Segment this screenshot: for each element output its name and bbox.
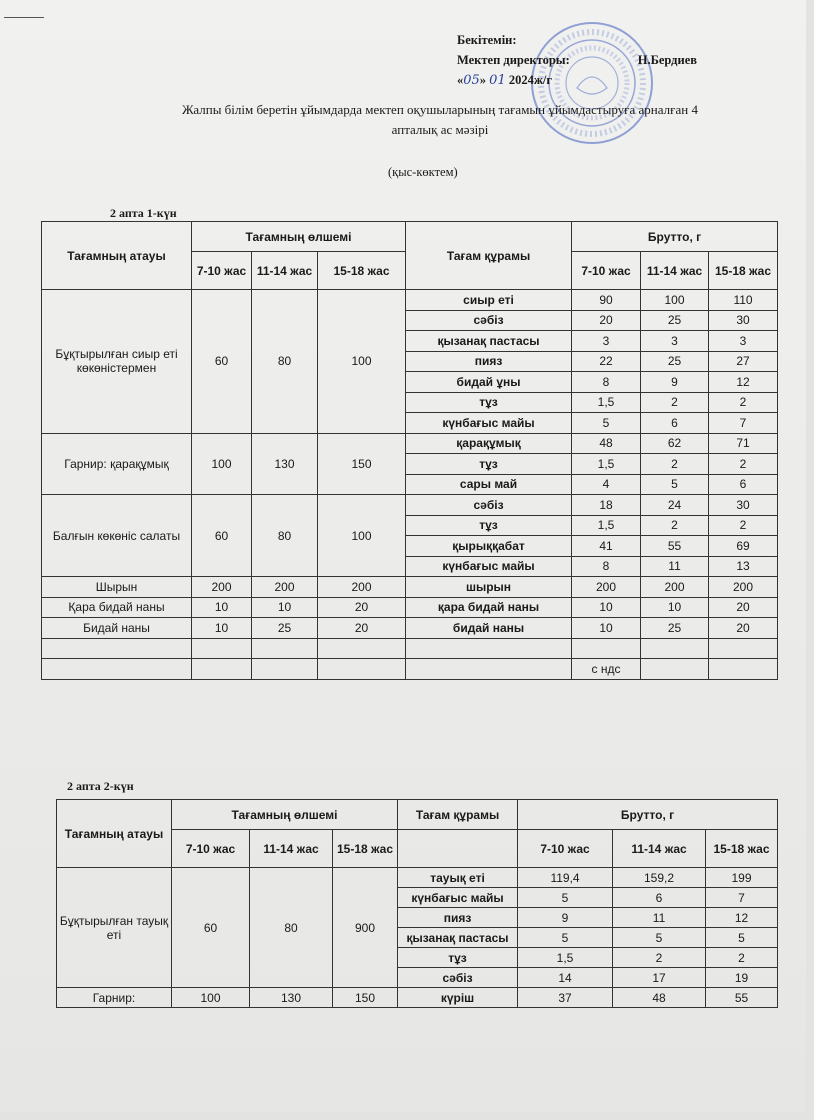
empty-cell <box>318 659 406 680</box>
portion-value: 200 <box>318 577 406 598</box>
portion-value: 200 <box>192 577 252 598</box>
ingredient-name: тұз <box>406 454 572 475</box>
ingredient-name: сәбіз <box>406 310 572 331</box>
date-day: 05 <box>463 73 480 88</box>
gross-value: 25 <box>641 618 709 639</box>
gross-value: 6 <box>613 888 706 908</box>
gross-value: 11 <box>613 908 706 928</box>
portion-value: 20 <box>318 597 406 618</box>
gross-value: 6 <box>641 413 709 434</box>
gross-value: 2 <box>709 515 778 536</box>
day2-menu-table <box>56 799 778 1008</box>
ingredient-name: пияз <box>398 908 518 928</box>
empty-cell <box>406 638 572 659</box>
table-row <box>57 868 778 888</box>
portion-value: 200 <box>252 577 318 598</box>
gross-value: 2 <box>613 948 706 968</box>
gross-value: 55 <box>641 536 709 557</box>
gross-value: 200 <box>572 577 641 598</box>
gross-value: 9 <box>518 908 613 928</box>
gross-value: 11 <box>641 556 709 577</box>
portion-value: 60 <box>172 868 250 988</box>
approval-date: «05» 01 2024ж/г <box>457 73 553 88</box>
gross-value: 2 <box>706 948 778 968</box>
ingredient-name: сиыр еті <box>406 290 572 311</box>
portion-value: 150 <box>333 988 398 1008</box>
gross-value: 2 <box>641 392 709 413</box>
gross-value: 24 <box>641 495 709 516</box>
portion-value: 60 <box>192 495 252 577</box>
gross-value: 37 <box>518 988 613 1008</box>
dish-name: Бұқтырылған тауық еті <box>57 868 172 988</box>
empty-cell <box>572 638 641 659</box>
header-gross-age: 7-10 жас <box>518 830 613 868</box>
empty-cell <box>641 638 709 659</box>
header-portion-age: 15-18 жас <box>333 830 398 868</box>
header-dish-name: Тағамның атауы <box>57 800 172 868</box>
header-gross-age: 11-14 жас <box>641 252 709 290</box>
gross-value: 30 <box>709 495 778 516</box>
header-gross-age: 11-14 жас <box>613 830 706 868</box>
table-row <box>42 433 778 454</box>
portion-value: 25 <box>252 618 318 639</box>
gross-value: 90 <box>572 290 641 311</box>
gross-value: 25 <box>641 310 709 331</box>
approval-block <box>457 30 697 91</box>
portion-value: 80 <box>252 495 318 577</box>
gross-value: 48 <box>613 988 706 1008</box>
header-empty <box>398 830 518 868</box>
gross-value: 1,5 <box>518 948 613 968</box>
top-edge-line <box>4 17 44 18</box>
ingredient-name: қызанақ пастасы <box>406 331 572 352</box>
empty-cell <box>406 659 572 680</box>
ingredient-name: бидай ұны <box>406 372 572 393</box>
day1-menu-table <box>41 221 778 680</box>
dish-name: Бұқтырылған сиыр еті көкөністермен <box>42 290 192 434</box>
ingredient-name: күнбағыс майы <box>406 556 572 577</box>
empty-cell <box>709 659 778 680</box>
gross-value: 10 <box>641 597 709 618</box>
day2-label: 2 апта 2-күн <box>67 779 134 793</box>
gross-value: 55 <box>706 988 778 1008</box>
gross-value: 9 <box>641 372 709 393</box>
ingredient-name: күнбағыс майы <box>406 413 572 434</box>
table-row <box>42 290 778 311</box>
empty-row <box>42 659 778 680</box>
gross-value: 6 <box>709 474 778 495</box>
director-name: Н.Бердиев <box>637 53 698 67</box>
ingredient-name: тұз <box>406 515 572 536</box>
dish-name: Шырын <box>42 577 192 598</box>
gross-value: 199 <box>706 868 778 888</box>
dish-name: Балғын көкөніс салаты <box>42 495 192 577</box>
gross-value: 5 <box>572 413 641 434</box>
gross-value: 5 <box>706 928 778 948</box>
gross-value: 3 <box>709 331 778 352</box>
portion-value: 10 <box>192 597 252 618</box>
gross-value: 30 <box>709 310 778 331</box>
ingredient-name: қара бидай наны <box>406 597 572 618</box>
portion-value: 80 <box>250 868 333 988</box>
header-portion-age: 15-18 жас <box>318 252 406 290</box>
dish-name: Гарнир: <box>57 988 172 1008</box>
header-composition: Тағам құрамы <box>398 800 518 830</box>
gross-value: 1,5 <box>572 454 641 475</box>
gross-value: 62 <box>641 433 709 454</box>
gross-value: 200 <box>641 577 709 598</box>
gross-value: 14 <box>518 968 613 988</box>
dish-name: Қара бидай наны <box>42 597 192 618</box>
approved-label: Бекітемін: <box>457 33 517 47</box>
portion-value: 10 <box>252 597 318 618</box>
table-row <box>57 988 778 1008</box>
header-gross-age: 7-10 жас <box>572 252 641 290</box>
portion-value: 100 <box>192 433 252 495</box>
ingredient-name: қырыққабат <box>406 536 572 557</box>
gross-value: 4 <box>572 474 641 495</box>
table-row <box>42 577 778 598</box>
header-gross: Брутто, г <box>518 800 778 830</box>
heading-line-2: апталық ас мәзірі <box>391 122 489 137</box>
gross-value: 5 <box>518 888 613 908</box>
table-row <box>42 597 778 618</box>
header-row <box>42 222 778 252</box>
header-portion-age: 11-14 жас <box>250 830 333 868</box>
empty-cell <box>252 659 318 680</box>
portion-value: 100 <box>172 988 250 1008</box>
document-heading <box>100 100 780 140</box>
date-year: 2024ж/г <box>508 73 553 87</box>
portion-value: 60 <box>192 290 252 434</box>
ingredient-name: пияз <box>406 351 572 372</box>
gross-value: 110 <box>709 290 778 311</box>
table-row <box>42 495 778 516</box>
dish-name: Бидай наны <box>42 618 192 639</box>
gross-value: 5 <box>518 928 613 948</box>
portion-value: 130 <box>252 433 318 495</box>
gross-value: 18 <box>572 495 641 516</box>
director-label: Мектеп директоры: <box>457 53 570 67</box>
ingredient-name: сәбіз <box>406 495 572 516</box>
gross-value: 41 <box>572 536 641 557</box>
ingredient-name: қызанақ пастасы <box>398 928 518 948</box>
ingredient-name: қарақұмық <box>406 433 572 454</box>
dish-name: Гарнир: қарақұмық <box>42 433 192 495</box>
gross-value: 200 <box>709 577 778 598</box>
gross-value: 17 <box>613 968 706 988</box>
gross-value: 8 <box>572 372 641 393</box>
gross-value: 19 <box>706 968 778 988</box>
portion-value: 100 <box>318 495 406 577</box>
gross-value: 3 <box>572 331 641 352</box>
header-portion-age: 11-14 жас <box>252 252 318 290</box>
portion-value: 130 <box>250 988 333 1008</box>
ingredient-name: шырын <box>406 577 572 598</box>
gross-value: 1,5 <box>572 515 641 536</box>
gross-value: 5 <box>613 928 706 948</box>
header-gross-age: 15-18 жас <box>709 252 778 290</box>
empty-cell <box>709 638 778 659</box>
gross-value: 2 <box>709 454 778 475</box>
header-dish-name: Тағамның атауы <box>42 222 192 290</box>
day1-label: 2 апта 1-күн <box>110 206 177 220</box>
gross-value: 1,5 <box>572 392 641 413</box>
footer-note: с ндс <box>572 659 641 680</box>
gross-value: 10 <box>572 618 641 639</box>
season-label: (қыс-көктем) <box>388 165 458 179</box>
portion-value: 10 <box>192 618 252 639</box>
ingredient-name: тұз <box>406 392 572 413</box>
gross-value: 119,4 <box>518 868 613 888</box>
ingredient-name: сары май <box>406 474 572 495</box>
gross-value: 159,2 <box>613 868 706 888</box>
ingredient-name: тұз <box>398 948 518 968</box>
heading-line-1: Жалпы білім беретін ұйымдарда мектеп оқушыларының тағамын ұйымдастыруға арналған 4 <box>182 102 698 117</box>
header-portion-age: 7-10 жас <box>192 252 252 290</box>
empty-cell <box>252 638 318 659</box>
gross-value: 2 <box>641 454 709 475</box>
empty-cell <box>42 659 192 680</box>
ingredient-name: тауық еті <box>398 868 518 888</box>
empty-cell <box>192 638 252 659</box>
header-composition: Тағам құрамы <box>406 222 572 290</box>
portion-value: 80 <box>252 290 318 434</box>
ingredient-name: күріш <box>398 988 518 1008</box>
portion-value: 100 <box>318 290 406 434</box>
empty-cell <box>192 659 252 680</box>
gross-value: 8 <box>572 556 641 577</box>
gross-value: 22 <box>572 351 641 372</box>
portion-value: 20 <box>318 618 406 639</box>
ingredient-name: сәбіз <box>398 968 518 988</box>
portion-value: 150 <box>318 433 406 495</box>
empty-row <box>42 638 778 659</box>
header-row <box>57 800 778 830</box>
header-portion: Тағамның өлшемі <box>192 222 406 252</box>
table-row <box>42 618 778 639</box>
gross-value: 2 <box>709 392 778 413</box>
gross-value: 69 <box>709 536 778 557</box>
gross-value: 2 <box>641 515 709 536</box>
portion-value: 900 <box>333 868 398 988</box>
ingredient-name: күнбағыс майы <box>398 888 518 908</box>
gross-value: 7 <box>706 888 778 908</box>
header-portion-age: 7-10 жас <box>172 830 250 868</box>
empty-cell <box>641 659 709 680</box>
gross-value: 20 <box>709 618 778 639</box>
header-portion: Тағамның өлшемі <box>172 800 398 830</box>
gross-value: 27 <box>709 351 778 372</box>
gross-value: 20 <box>572 310 641 331</box>
gross-value: 20 <box>709 597 778 618</box>
gross-value: 10 <box>572 597 641 618</box>
gross-value: 5 <box>641 474 709 495</box>
date-month: 01 <box>489 73 506 88</box>
gross-value: 13 <box>709 556 778 577</box>
gross-value: 48 <box>572 433 641 454</box>
gross-value: 71 <box>709 433 778 454</box>
gross-value: 3 <box>641 331 709 352</box>
empty-cell <box>42 638 192 659</box>
gross-value: 100 <box>641 290 709 311</box>
gross-value: 12 <box>709 372 778 393</box>
empty-cell <box>318 638 406 659</box>
header-gross-age: 15-18 жас <box>706 830 778 868</box>
gross-value: 12 <box>706 908 778 928</box>
gross-value: 25 <box>641 351 709 372</box>
gross-value: 7 <box>709 413 778 434</box>
header-gross: Брутто, г <box>572 222 778 252</box>
ingredient-name: бидай наны <box>406 618 572 639</box>
